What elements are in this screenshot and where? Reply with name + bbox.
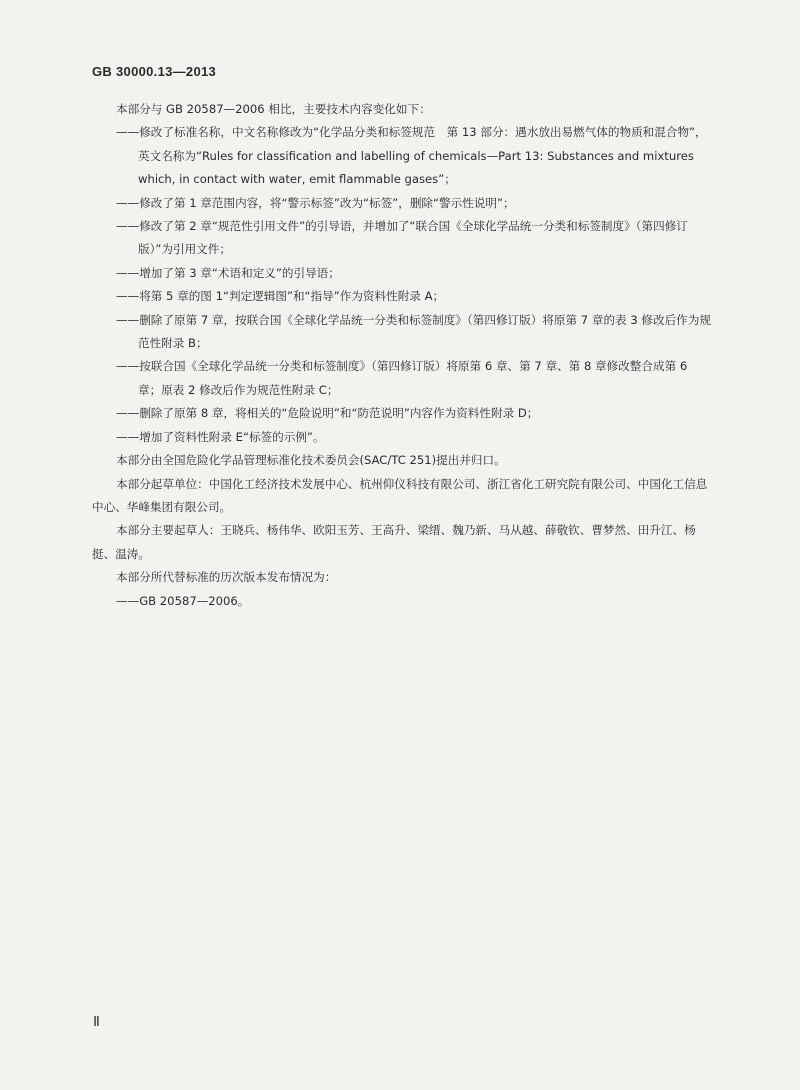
change-item: ——修改了标准名称，中文名称修改为“化学品分类和标签规范 第 13 部分：遇水放出易燃气体的物质和混合物”，英文名称为“Rules for classification and labelling of chemicals—Part 13: Substances and mixtures which, in contact with water, emit flammable gases”； <box>116 125 707 187</box>
page-number: Ⅱ <box>93 1015 100 1030</box>
proposer-paragraph: 本部分由全国危险化学品管理标准化技术委员会(SAC/TC 251)提出并归口。 <box>116 453 506 468</box>
change-item: ——增加了第 3 章“术语和定义”的引导语； <box>116 265 340 280</box>
change-item: ——删除了原第 8 章，将相关的“危险说明”和“防范说明”内容作为资料性附录 D； <box>116 406 539 421</box>
change-item: ——按联合国《全球化学品统一分类和标签制度》（第四修订版）将原第 6 章、第 7 章、第 8 章修改整合成第 6 章；原表 2 修改后作为规范性附录 C； <box>116 359 688 397</box>
change-item: ——增加了资料性附录 E“标签的示例”。 <box>116 429 325 444</box>
standard-code: GB 30000.13—2013 <box>92 64 217 79</box>
foreword-body <box>92 98 712 613</box>
change-item: ——将第 5 章的图 1“判定逻辑图”和“指导”作为资料性附录 A； <box>116 289 445 304</box>
change-item: ——删除了原第 7 章，按联合国《全球化学品统一分类和标签制度》（第四修订版）将原第 7 章的表 3 修改后作为规范性附录 B； <box>116 312 711 351</box>
history-item: ——GB 20587—2006。 <box>116 593 250 608</box>
history-intro-paragraph: 本部分所代替标准的历次版本发布情况为： <box>116 570 337 585</box>
change-item: ——修改了第 1 章范围内容，将“警示标签”改为“标签”，删除“警示性说明”； <box>116 195 515 210</box>
drafters-paragraph: 本部分主要起草人：王晓兵、杨伟华、欧阳玉芳、王高升、梁缙、魏乃新、马从越、薛敬钦、曹梦然、田升江、杨挺、温涛。 <box>92 523 696 561</box>
change-item: ——修改了第 2 章“规范性引用文件”的引导语，并增加了“联合国《全球化学品统一分类和标签制度》（第四修订版）”为引用文件； <box>116 219 688 257</box>
drafting-units-paragraph: 本部分起草单位：中国化工经济技术发展中心、杭州仰仪科技有限公司、浙江省化工研究院有限公司、中国化工信息中心、华峰集团有限公司。 <box>92 476 708 514</box>
intro-paragraph: 本部分与 GB 20587—2006 相比，主要技术内容变化如下： <box>116 102 431 116</box>
